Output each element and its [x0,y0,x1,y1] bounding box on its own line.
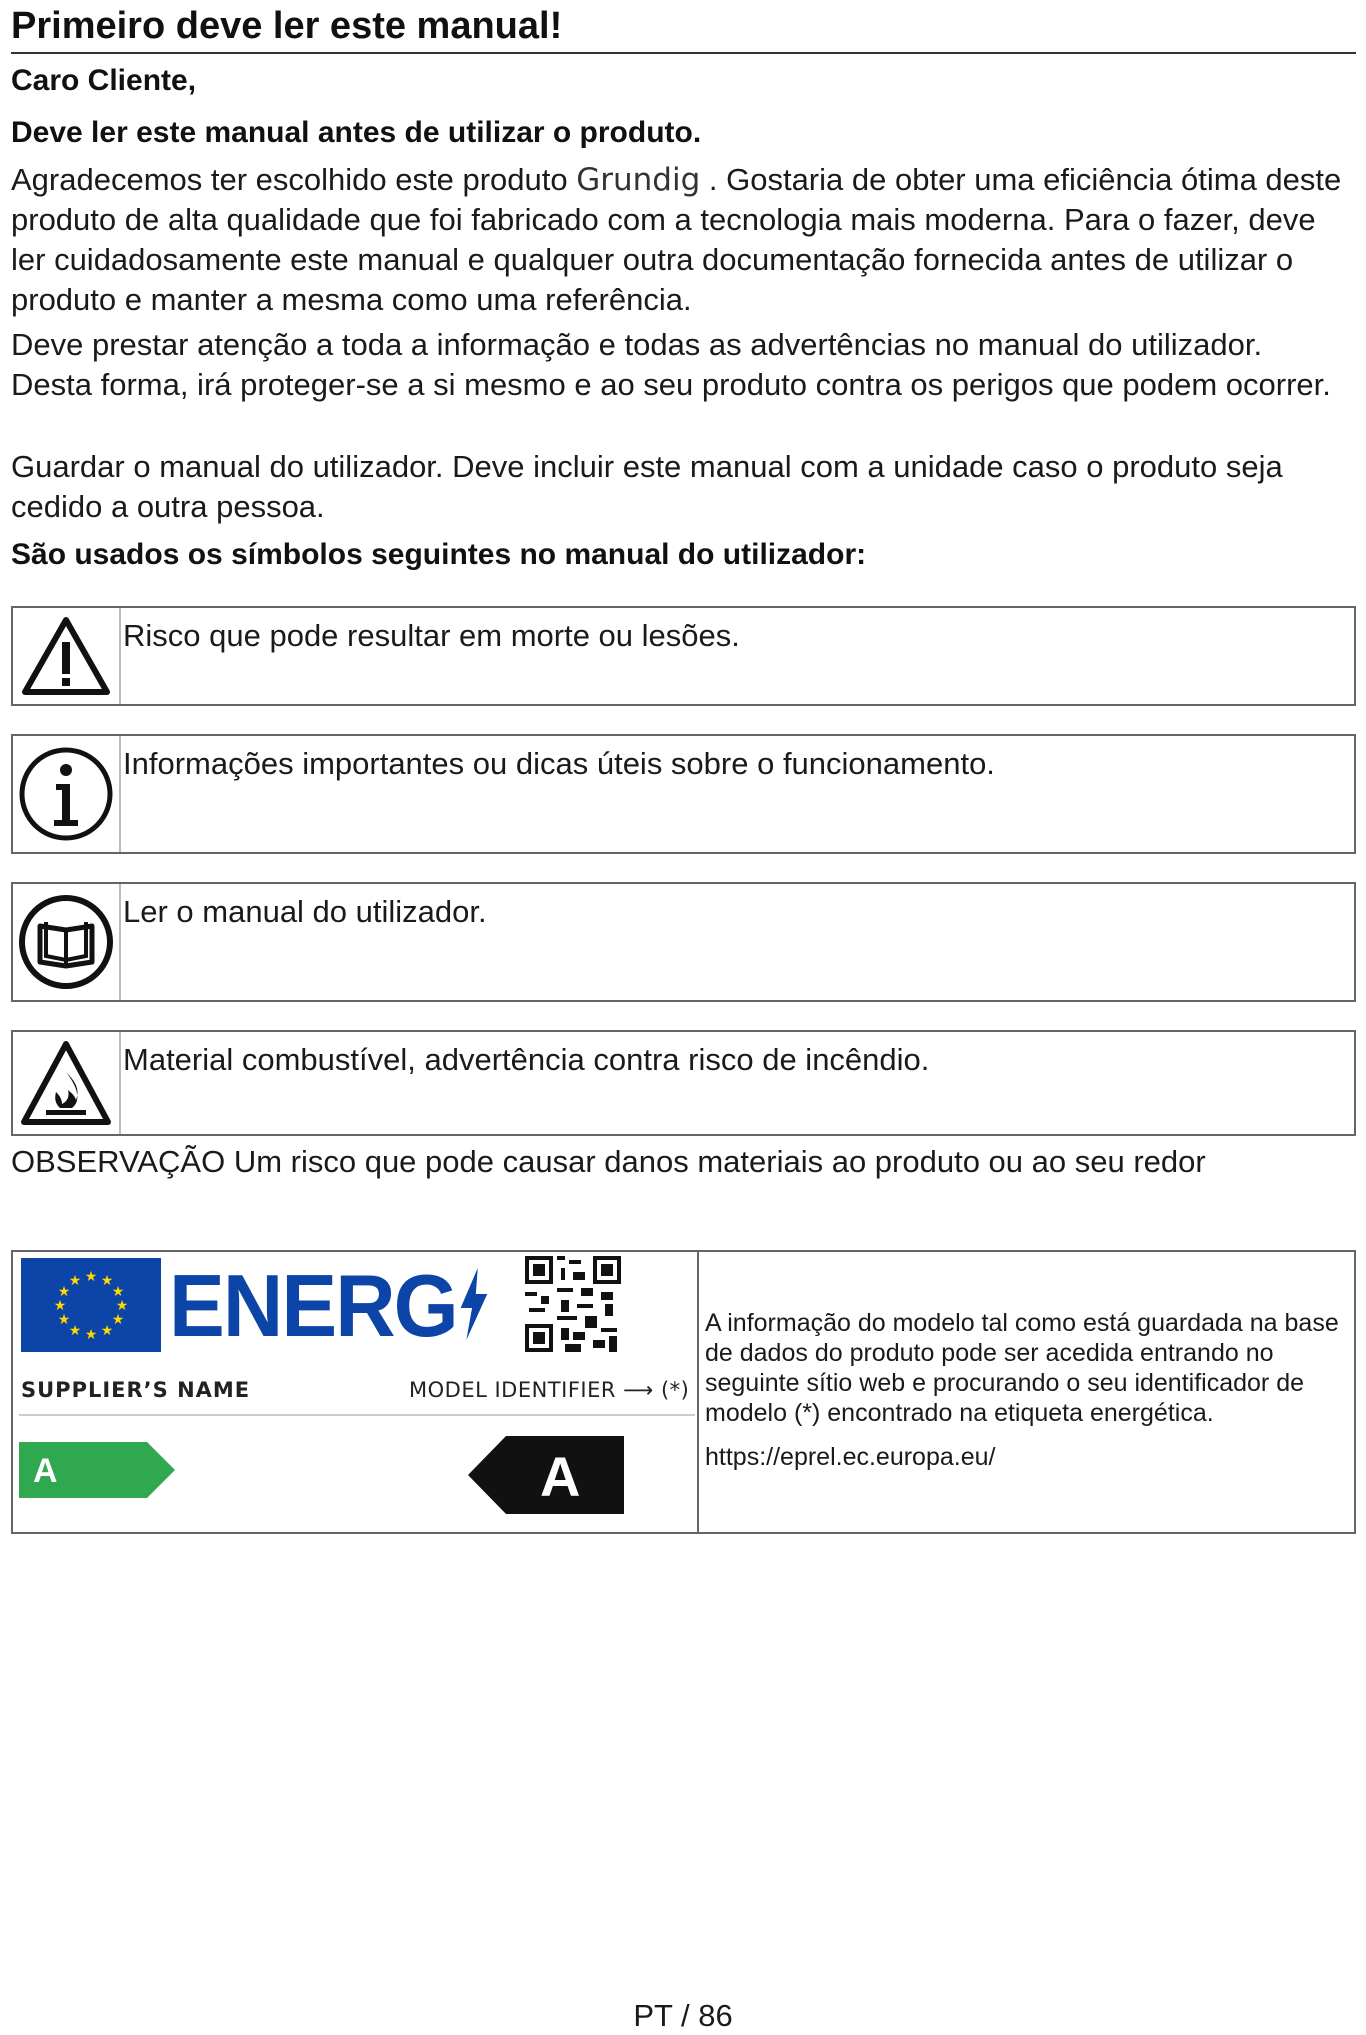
energy-divider [19,1414,695,1416]
energy-label-graphic [13,1252,699,1532]
info-icon [13,736,121,852]
svg-text:★: ★ [57,1284,71,1300]
svg-text:★: ★ [84,1269,98,1285]
svg-text:★: ★ [100,1273,114,1289]
svg-text:★: ★ [111,1312,125,1328]
symbols-heading: São usados os símbolos seguintes no manual do utilizador: [11,538,867,571]
attention-paragraph: Deve prestar atenção a toda a informação e todas as advertências no manual do utilizador. Desta forma, irá proteger-se a si mesmo e ao seu produto contra os perigos que podem ocorrer. [11,327,1331,402]
arrow-right-icon: ⟶ [623,1378,654,1402]
svg-text:★: ★ [68,1273,82,1289]
brand-name: Grundig [576,162,701,198]
greeting: Caro Cliente, [11,64,197,97]
energy-info-text: A informação do modelo tal como está guardada na base de dados do produto pode ser acedida entrando no seguinte sítio web e procurando o seu identificador de modelo (*) encontrado na etiqueta energética. [705,1309,1339,1427]
symbol-text-info: Informações importantes ou dicas úteis sobre o funcionamento. [123,746,995,781]
intro-paragraph [11,160,1351,320]
lightning-icon [457,1266,491,1342]
flammable-warning-icon [13,1032,121,1134]
symbol-text-flammable: Material combustível, advertência contra risco de incêndio. [123,1042,930,1077]
page-number: PT / 86 [633,1998,733,2033]
eu-flag-icon [21,1258,161,1352]
svg-text:★: ★ [100,1323,114,1339]
intro-text-2: . Gostaria de obter uma eficiência ótima deste produto de alta qualidade que foi fabricado com a tecnologia mais moderna. Para o fazer, deve ler cuidadosamente este manual e qualquer outra documentação fornecida antes de utilizar o produto e manter a mesma como uma referência. [11,162,1342,317]
manual-book-icon [13,884,121,1000]
energy-logo-text [169,1254,491,1358]
keep-manual-paragraph: Guardar o manual do utilizador. Deve incluir este manual com a unidade caso o produto seja cedido a outra pessoa. [11,449,1283,524]
energy-class-right-arrow [468,1436,624,1514]
qr-code-icon [525,1256,621,1352]
model-identifier [409,1378,689,1402]
model-identifier-ref: (*) [660,1378,690,1402]
symbol-row-flammable [11,1030,1356,1136]
symbol-row-info [11,734,1356,854]
energy-label-box [11,1250,1356,1534]
page-title: Primeiro deve ler este manual! [11,0,1356,54]
supplier-name: SUPPLIER’S NAME [21,1378,251,1402]
svg-text:★: ★ [84,1327,98,1343]
energy-class-left: A [33,1452,58,1490]
observation-note: OBSERVAÇÃO Um risco que pode causar danos materiais ao produto ou ao seu redor [11,1144,1206,1179]
energy-info-panel [699,1252,1354,1532]
eprel-link[interactable]: https://eprel.ec.europa.eu/ [705,1443,996,1471]
symbol-text-manual: Ler o manual do utilizador. [123,894,487,929]
energy-word: ENERG [169,1256,457,1355]
svg-text:★: ★ [57,1312,71,1328]
symbol-text-warning: Risco que pode resultar em morte ou lesões. [123,618,740,653]
svg-text:★: ★ [68,1323,82,1339]
symbol-row-manual [11,882,1356,1002]
svg-text:★: ★ [111,1284,125,1300]
symbol-row-warning [11,606,1356,706]
model-identifier-label: MODEL IDENTIFIER [409,1378,616,1402]
warning-triangle-icon [13,608,121,704]
energy-class-right: A [540,1445,581,1508]
energy-class-left-arrow [19,1442,175,1498]
subtitle: Deve ler este manual antes de utilizar o produto. [11,116,702,149]
intro-text-1: Agradecemos ter escolhido este produto [11,162,577,197]
svg-text:★: ★ [53,1298,67,1314]
svg-text:★: ★ [115,1298,129,1314]
